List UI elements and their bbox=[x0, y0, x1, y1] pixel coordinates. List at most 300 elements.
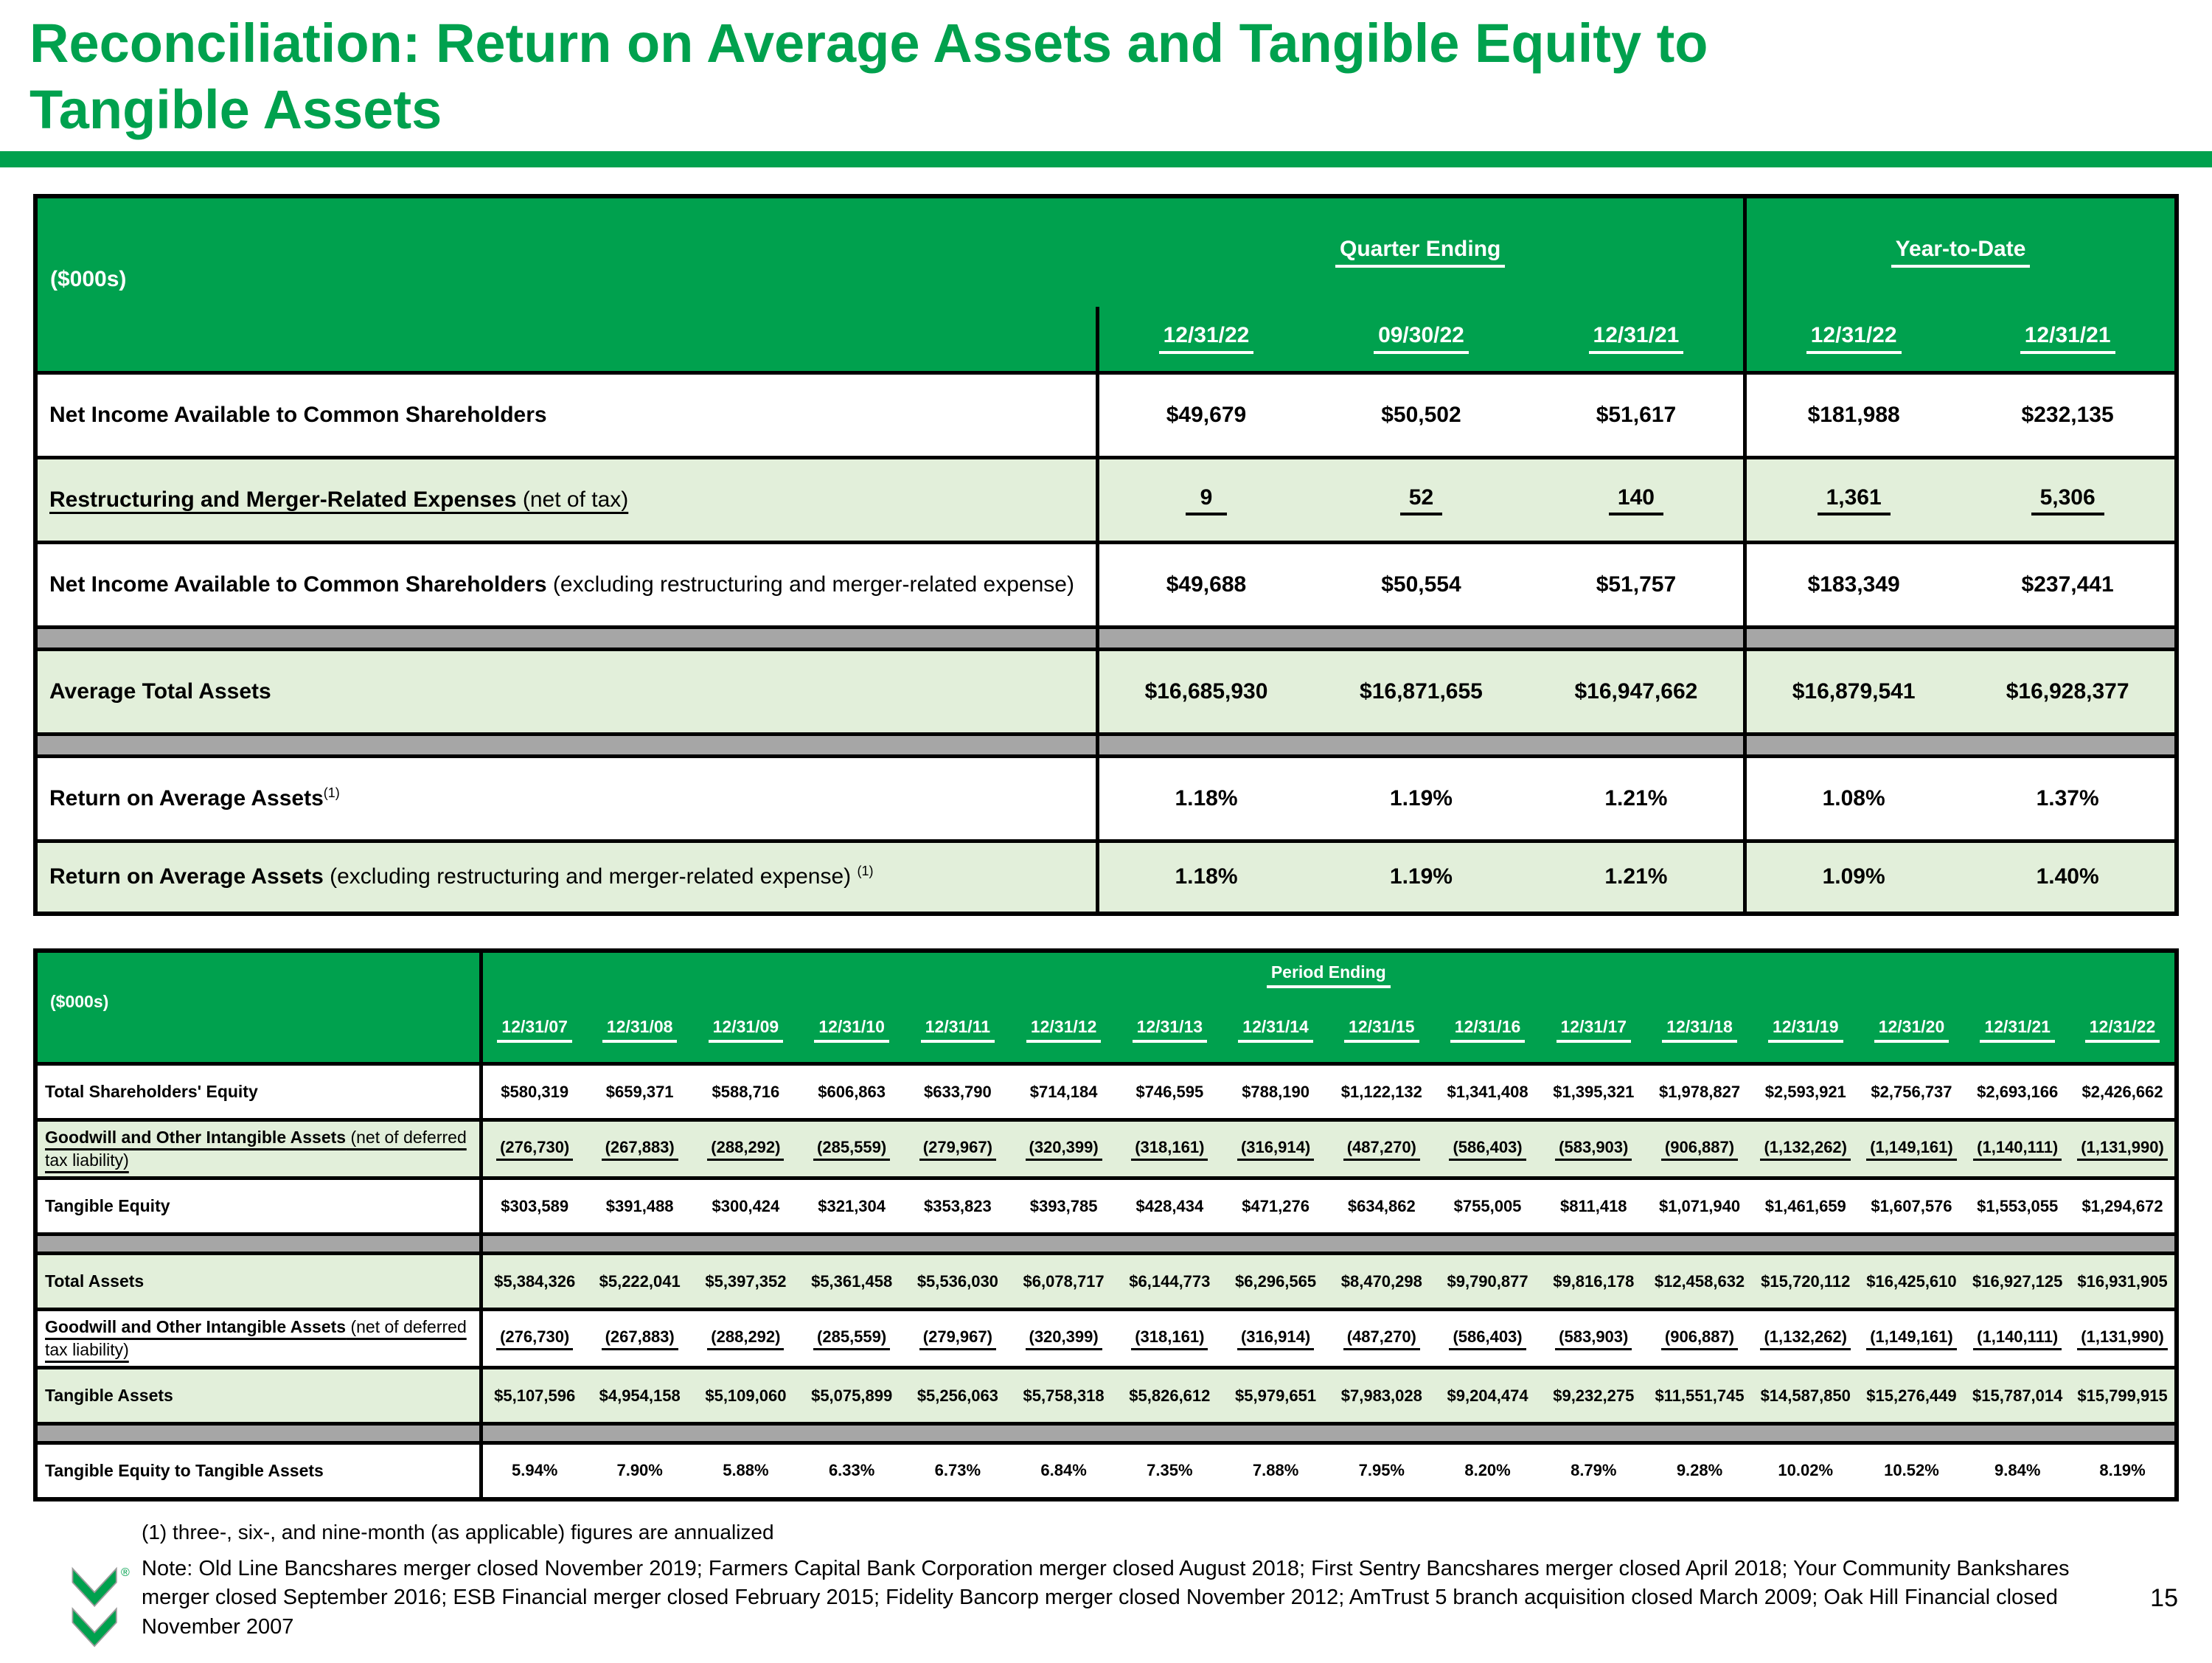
value-text: $1,294,672 bbox=[2081, 1196, 2163, 1215]
table-row bbox=[35, 1254, 2177, 1310]
value-text: 1,361 bbox=[1818, 485, 1891, 515]
value-text: 1.18% bbox=[1175, 864, 1238, 889]
value-text: $4,954,158 bbox=[599, 1386, 681, 1405]
row-label-text: Total Shareholders' Equity bbox=[45, 1082, 258, 1101]
value-cell bbox=[1011, 1443, 1117, 1499]
value-text: $755,005 bbox=[1453, 1196, 1522, 1215]
value-text: (288,292) bbox=[707, 1327, 784, 1350]
value-cell bbox=[1745, 650, 1961, 735]
value-text: $9,204,474 bbox=[1447, 1386, 1528, 1405]
row-label-text: (excluding restructuring and merger-related expense) bbox=[323, 864, 858, 889]
value-cell bbox=[1859, 1120, 1965, 1178]
table-row bbox=[35, 543, 2177, 628]
value-cell bbox=[905, 1120, 1011, 1178]
row-label bbox=[35, 543, 1097, 628]
value-cell bbox=[481, 1443, 587, 1499]
row-label bbox=[35, 1254, 481, 1310]
column-header: 12/31/15 bbox=[1329, 998, 1435, 1064]
value-text: 10.02% bbox=[1778, 1461, 1834, 1480]
value-text: $5,758,318 bbox=[1023, 1386, 1105, 1405]
value-cell bbox=[1313, 650, 1529, 735]
value-text: 1.18% bbox=[1175, 786, 1238, 811]
value-text: 1.19% bbox=[1389, 864, 1453, 889]
value-text: $580,319 bbox=[501, 1082, 569, 1101]
value-cell bbox=[1540, 1443, 1646, 1499]
value-cell bbox=[905, 1254, 1011, 1310]
value-text: (288,292) bbox=[707, 1138, 784, 1161]
table-row bbox=[35, 1064, 2177, 1120]
column-header: 12/31/22 bbox=[2070, 998, 2177, 1064]
row-label-text: Total Assets bbox=[45, 1271, 145, 1291]
value-cell bbox=[1313, 735, 1529, 757]
value-cell bbox=[587, 1443, 693, 1499]
value-text: (316,914) bbox=[1237, 1138, 1314, 1161]
value-cell bbox=[1097, 543, 1313, 628]
value-cell bbox=[1964, 1254, 2070, 1310]
value-cell bbox=[1097, 650, 1313, 735]
value-text: $811,418 bbox=[1560, 1196, 1627, 1215]
value-cell bbox=[1222, 1064, 1329, 1120]
value-cell bbox=[1329, 1443, 1435, 1499]
value-cell bbox=[1116, 1235, 1222, 1254]
row-label-text: (1) bbox=[323, 785, 340, 800]
value-text: 9 bbox=[1186, 485, 1227, 515]
units-label: ($000s) bbox=[50, 992, 109, 1012]
value-cell bbox=[1753, 1368, 1859, 1424]
value-text: $51,617 bbox=[1596, 403, 1677, 428]
value-cell bbox=[1540, 1120, 1646, 1178]
column-header: 12/31/22 bbox=[1097, 307, 1313, 373]
value-cell bbox=[1540, 1368, 1646, 1424]
value-text: $5,979,651 bbox=[1235, 1386, 1317, 1405]
value-cell bbox=[1435, 1178, 1541, 1235]
value-cell bbox=[1646, 1310, 1753, 1368]
value-cell bbox=[1329, 1178, 1435, 1235]
column-header: 12/31/21 bbox=[1529, 307, 1745, 373]
row-label-text: Return on Average Assets bbox=[49, 785, 324, 810]
value-cell bbox=[1011, 1064, 1117, 1120]
value-cell bbox=[1859, 1178, 1965, 1235]
value-cell bbox=[1753, 1178, 1859, 1235]
table-row bbox=[35, 841, 2177, 914]
value-text: $50,554 bbox=[1381, 572, 1461, 597]
value-cell bbox=[1540, 1235, 1646, 1254]
value-text: 6.33% bbox=[828, 1461, 875, 1480]
value-cell bbox=[1329, 1235, 1435, 1254]
value-text: $1,341,408 bbox=[1447, 1082, 1528, 1101]
value-text: $2,426,662 bbox=[2081, 1082, 2163, 1101]
value-cell bbox=[1329, 1064, 1435, 1120]
value-cell bbox=[481, 1310, 587, 1368]
value-cell bbox=[2070, 1178, 2177, 1235]
value-text: (906,887) bbox=[1661, 1138, 1738, 1161]
value-cell bbox=[1435, 1368, 1541, 1424]
value-text: 1.40% bbox=[2036, 864, 2099, 889]
value-text: $5,384,326 bbox=[494, 1271, 576, 1291]
value-text: $16,931,905 bbox=[2077, 1271, 2168, 1291]
value-cell bbox=[587, 1120, 693, 1178]
value-text: $633,790 bbox=[923, 1082, 992, 1101]
value-cell bbox=[1540, 1178, 1646, 1235]
value-cell bbox=[481, 1368, 587, 1424]
value-text: $1,071,940 bbox=[1658, 1196, 1741, 1215]
row-label-text: Average Total Assets bbox=[49, 678, 271, 704]
value-text: $5,075,899 bbox=[811, 1386, 893, 1405]
value-cell bbox=[1859, 1064, 1965, 1120]
value-text: $714,184 bbox=[1029, 1082, 1098, 1101]
value-cell bbox=[1435, 1120, 1541, 1178]
value-cell bbox=[1329, 1310, 1435, 1368]
value-cell bbox=[1329, 1120, 1435, 1178]
value-text: (1,149,161) bbox=[1866, 1327, 1957, 1350]
value-cell bbox=[481, 1235, 587, 1254]
row-label bbox=[35, 757, 1097, 841]
value-cell bbox=[905, 1235, 1011, 1254]
column-header: 12/31/14 bbox=[1222, 998, 1329, 1064]
value-cell bbox=[1753, 1310, 1859, 1368]
value-text: $1,553,055 bbox=[1977, 1196, 2059, 1215]
value-cell bbox=[481, 1120, 587, 1178]
value-text: $659,371 bbox=[605, 1082, 674, 1101]
value-text: $5,361,458 bbox=[811, 1271, 893, 1291]
value-text: $232,135 bbox=[2021, 403, 2114, 428]
row-label-text: Goodwill and Other Intangible Assets bbox=[45, 1128, 347, 1148]
value-text: $1,122,132 bbox=[1340, 1082, 1422, 1101]
value-text: (583,903) bbox=[1555, 1327, 1632, 1350]
value-text: 1.37% bbox=[2036, 786, 2099, 811]
value-text: (320,399) bbox=[1026, 1327, 1102, 1350]
value-cell bbox=[905, 1443, 1011, 1499]
value-text: $6,296,565 bbox=[1235, 1271, 1317, 1291]
value-text: 5.88% bbox=[723, 1461, 769, 1480]
value-text: $15,276,449 bbox=[1866, 1386, 1957, 1405]
units-label: ($000s) bbox=[50, 266, 127, 291]
value-text: $51,757 bbox=[1596, 572, 1677, 597]
separator-row bbox=[35, 1424, 2177, 1443]
value-text: $6,144,773 bbox=[1129, 1271, 1211, 1291]
value-cell bbox=[587, 1064, 693, 1120]
value-cell bbox=[1435, 1064, 1541, 1120]
value-cell bbox=[1313, 628, 1529, 650]
value-text: 8.19% bbox=[2099, 1461, 2146, 1480]
registered-mark: ® bbox=[121, 1566, 130, 1579]
value-text: $634,862 bbox=[1347, 1196, 1416, 1215]
value-text: 7.95% bbox=[1358, 1461, 1405, 1480]
value-text: $5,536,030 bbox=[917, 1271, 998, 1291]
value-cell bbox=[1116, 1120, 1222, 1178]
value-cell bbox=[1964, 1443, 2070, 1499]
value-cell bbox=[1964, 1178, 2070, 1235]
value-text: $183,349 bbox=[1807, 572, 1900, 597]
row-label-text: Net Income Available to Common Shareholders bbox=[49, 402, 547, 427]
value-cell bbox=[799, 1120, 905, 1178]
value-text: (318,161) bbox=[1131, 1138, 1208, 1161]
value-text: $16,425,610 bbox=[1866, 1271, 1957, 1291]
value-cell bbox=[1529, 757, 1745, 841]
value-cell bbox=[799, 1368, 905, 1424]
value-text: 10.52% bbox=[1884, 1461, 1939, 1480]
value-cell bbox=[693, 1235, 799, 1254]
column-header: 12/31/11 bbox=[905, 998, 1011, 1064]
value-text: $1,461,659 bbox=[1764, 1196, 1846, 1215]
value-text: (1,132,262) bbox=[1760, 1138, 1851, 1161]
value-cell bbox=[1011, 1120, 1117, 1178]
value-cell bbox=[2070, 1424, 2177, 1443]
value-cell bbox=[1961, 458, 2177, 543]
value-cell bbox=[1961, 543, 2177, 628]
value-text: 9.84% bbox=[1994, 1461, 2041, 1480]
value-cell bbox=[1646, 1120, 1753, 1178]
table-row bbox=[35, 1368, 2177, 1424]
value-cell bbox=[1753, 1235, 1859, 1254]
value-text: $12,458,632 bbox=[1654, 1271, 1745, 1291]
value-cell bbox=[905, 1310, 1011, 1368]
value-cell bbox=[1540, 1064, 1646, 1120]
row-label-text: Tangible Equity bbox=[45, 1196, 170, 1216]
row-label-text: (net of tax) bbox=[516, 487, 629, 512]
value-text: (276,730) bbox=[496, 1138, 573, 1161]
value-text: $606,863 bbox=[818, 1082, 886, 1101]
value-text: $16,928,377 bbox=[2006, 679, 2129, 704]
value-text: $788,190 bbox=[1242, 1082, 1310, 1101]
value-cell bbox=[1222, 1178, 1329, 1235]
value-cell bbox=[1116, 1310, 1222, 1368]
value-cell bbox=[1961, 757, 2177, 841]
row-label bbox=[35, 841, 1097, 914]
page-number: 15 bbox=[2150, 1584, 2178, 1612]
row-label-text: Return on Average Assets bbox=[49, 864, 324, 889]
value-cell bbox=[1313, 543, 1529, 628]
value-cell bbox=[905, 1064, 1011, 1120]
value-text: $5,107,596 bbox=[494, 1386, 576, 1405]
value-cell bbox=[1011, 1310, 1117, 1368]
value-cell bbox=[1097, 373, 1313, 458]
value-text: $7,983,028 bbox=[1340, 1386, 1422, 1405]
value-cell bbox=[1116, 1178, 1222, 1235]
row-label bbox=[35, 628, 1097, 650]
value-cell bbox=[587, 1310, 693, 1368]
value-cell bbox=[1116, 1254, 1222, 1310]
value-text: $8,470,298 bbox=[1340, 1271, 1422, 1291]
value-text: 7.88% bbox=[1252, 1461, 1299, 1480]
value-cell bbox=[481, 1254, 587, 1310]
value-cell bbox=[799, 1064, 905, 1120]
value-cell bbox=[693, 1310, 799, 1368]
value-cell bbox=[1646, 1178, 1753, 1235]
row-label bbox=[35, 1178, 481, 1235]
value-cell bbox=[693, 1368, 799, 1424]
value-cell bbox=[1011, 1368, 1117, 1424]
value-text: (1,131,990) bbox=[2077, 1327, 2168, 1350]
value-cell bbox=[2070, 1310, 2177, 1368]
value-cell bbox=[1529, 650, 1745, 735]
row-label-text: Net Income Available to Common Shareholders bbox=[49, 572, 547, 597]
value-text: 1.21% bbox=[1604, 786, 1668, 811]
value-text: $16,879,541 bbox=[1792, 679, 1916, 704]
value-text: 8.79% bbox=[1571, 1461, 1617, 1480]
value-cell bbox=[587, 1254, 693, 1310]
table-row bbox=[35, 458, 2177, 543]
value-text: 7.35% bbox=[1147, 1461, 1193, 1480]
value-cell bbox=[1313, 458, 1529, 543]
value-text: $5,222,041 bbox=[599, 1271, 681, 1291]
table2-body bbox=[35, 1064, 2177, 1499]
value-text: 8.20% bbox=[1464, 1461, 1511, 1480]
value-text: 7.90% bbox=[616, 1461, 663, 1480]
value-cell bbox=[799, 1254, 905, 1310]
value-cell bbox=[1961, 735, 2177, 757]
value-text: (906,887) bbox=[1661, 1327, 1738, 1350]
separator-row bbox=[35, 628, 2177, 650]
group-header-period-ending: Period Ending bbox=[481, 951, 2177, 998]
value-text: $16,685,930 bbox=[1144, 679, 1268, 704]
value-text: $14,587,850 bbox=[1760, 1386, 1851, 1405]
value-cell bbox=[1745, 841, 1961, 914]
value-text: $9,816,178 bbox=[1553, 1271, 1635, 1291]
value-text: (583,903) bbox=[1555, 1138, 1632, 1161]
value-cell bbox=[1222, 1235, 1329, 1254]
value-cell bbox=[1961, 650, 2177, 735]
value-text: $237,441 bbox=[2021, 572, 2114, 597]
value-cell bbox=[1646, 1235, 1753, 1254]
value-text: 1.21% bbox=[1604, 864, 1668, 889]
value-cell bbox=[1011, 1178, 1117, 1235]
value-cell bbox=[1961, 628, 2177, 650]
value-text: $181,988 bbox=[1807, 403, 1900, 428]
value-text: $1,607,576 bbox=[1871, 1196, 1952, 1215]
value-text: (267,883) bbox=[602, 1327, 678, 1350]
value-text: $303,589 bbox=[501, 1196, 569, 1215]
value-cell bbox=[481, 1064, 587, 1120]
value-cell bbox=[1116, 1443, 1222, 1499]
row-label-text: Tangible Equity to Tangible Assets bbox=[45, 1460, 324, 1480]
table1-body bbox=[35, 373, 2177, 914]
value-cell bbox=[799, 1178, 905, 1235]
value-text: $15,787,014 bbox=[1972, 1386, 2063, 1405]
table-row bbox=[35, 650, 2177, 735]
value-cell bbox=[693, 1254, 799, 1310]
value-text: $50,502 bbox=[1381, 403, 1461, 428]
value-text: $2,756,737 bbox=[1871, 1082, 1952, 1101]
value-cell bbox=[1222, 1443, 1329, 1499]
row-label-text: (net of deferred tax liability) bbox=[45, 1128, 467, 1170]
value-text: $746,595 bbox=[1135, 1082, 1204, 1101]
table-row bbox=[35, 1310, 2177, 1368]
value-text: (267,883) bbox=[602, 1138, 678, 1161]
value-text: $6,078,717 bbox=[1023, 1271, 1105, 1291]
value-text: $353,823 bbox=[923, 1196, 992, 1215]
value-text: $1,395,321 bbox=[1553, 1082, 1635, 1101]
value-text: $5,256,063 bbox=[917, 1386, 998, 1405]
group-header-row bbox=[35, 196, 2177, 307]
value-cell bbox=[587, 1235, 693, 1254]
value-text: $321,304 bbox=[818, 1196, 886, 1215]
value-cell bbox=[1859, 1235, 1965, 1254]
column-header: 12/31/16 bbox=[1435, 998, 1541, 1064]
value-cell bbox=[1222, 1424, 1329, 1443]
value-cell bbox=[1961, 841, 2177, 914]
value-text: $1,978,827 bbox=[1658, 1082, 1741, 1101]
value-cell bbox=[1540, 1424, 1646, 1443]
value-text: $5,397,352 bbox=[705, 1271, 787, 1291]
row-label-text: (net of deferred tax liability) bbox=[45, 1317, 467, 1360]
value-cell bbox=[1222, 1368, 1329, 1424]
value-text: 1.09% bbox=[1822, 864, 1885, 889]
value-cell bbox=[799, 1443, 905, 1499]
value-cell bbox=[1753, 1064, 1859, 1120]
value-cell bbox=[587, 1368, 693, 1424]
row-label bbox=[35, 735, 1097, 757]
value-text: (586,403) bbox=[1449, 1138, 1526, 1161]
value-cell bbox=[1859, 1310, 1965, 1368]
value-cell bbox=[2070, 1120, 2177, 1178]
value-cell bbox=[1964, 1424, 2070, 1443]
value-cell bbox=[905, 1424, 1011, 1443]
value-cell bbox=[2070, 1254, 2177, 1310]
row-label-text: Tangible Assets bbox=[45, 1386, 173, 1406]
value-text: 52 bbox=[1400, 485, 1442, 515]
table-row bbox=[35, 757, 2177, 841]
row-label-text: (1) bbox=[857, 864, 874, 879]
value-cell bbox=[1859, 1424, 1965, 1443]
value-cell bbox=[1646, 1064, 1753, 1120]
footnote-annualized: (1) three-, six-, and nine-month (as applicable) figures are annualized bbox=[142, 1521, 774, 1544]
value-cell bbox=[1097, 458, 1313, 543]
value-cell bbox=[1435, 1310, 1541, 1368]
value-cell bbox=[1646, 1443, 1753, 1499]
value-cell bbox=[2070, 1064, 2177, 1120]
value-text: $16,927,125 bbox=[1972, 1271, 2063, 1291]
value-cell bbox=[1745, 458, 1961, 543]
value-text: 6.84% bbox=[1040, 1461, 1087, 1480]
row-label bbox=[35, 1443, 481, 1499]
group-header-year-to-date: Year-to-Date bbox=[1745, 196, 2177, 307]
value-text: $16,871,655 bbox=[1360, 679, 1483, 704]
title-divider-bar bbox=[0, 151, 2212, 167]
value-cell bbox=[1745, 628, 1961, 650]
value-cell bbox=[1745, 735, 1961, 757]
value-text: (285,559) bbox=[813, 1327, 890, 1350]
value-cell bbox=[1964, 1368, 2070, 1424]
value-text: $49,679 bbox=[1166, 403, 1247, 428]
value-text: $393,785 bbox=[1029, 1196, 1098, 1215]
value-cell bbox=[1529, 373, 1745, 458]
value-cell bbox=[1011, 1424, 1117, 1443]
value-cell bbox=[905, 1368, 1011, 1424]
value-cell bbox=[1529, 543, 1745, 628]
value-cell bbox=[1961, 373, 2177, 458]
group-header-row bbox=[35, 951, 2177, 998]
value-cell bbox=[799, 1424, 905, 1443]
value-text: (285,559) bbox=[813, 1138, 890, 1161]
row-label bbox=[35, 1368, 481, 1424]
value-text: $9,232,275 bbox=[1553, 1386, 1635, 1405]
value-text: 5,306 bbox=[2031, 485, 2104, 515]
value-cell bbox=[2070, 1443, 2177, 1499]
value-cell bbox=[1011, 1235, 1117, 1254]
value-text: $2,693,166 bbox=[1977, 1082, 2059, 1101]
value-text: $471,276 bbox=[1242, 1196, 1310, 1215]
value-cell bbox=[1964, 1235, 2070, 1254]
value-cell bbox=[1745, 757, 1961, 841]
value-text: 9.28% bbox=[1676, 1461, 1723, 1480]
separator-row bbox=[35, 735, 2177, 757]
column-header: 12/31/22 bbox=[1745, 307, 1961, 373]
value-text: (276,730) bbox=[496, 1327, 573, 1350]
value-cell bbox=[1964, 1064, 2070, 1120]
value-text: (586,403) bbox=[1449, 1327, 1526, 1350]
value-text: 1.08% bbox=[1822, 786, 1885, 811]
